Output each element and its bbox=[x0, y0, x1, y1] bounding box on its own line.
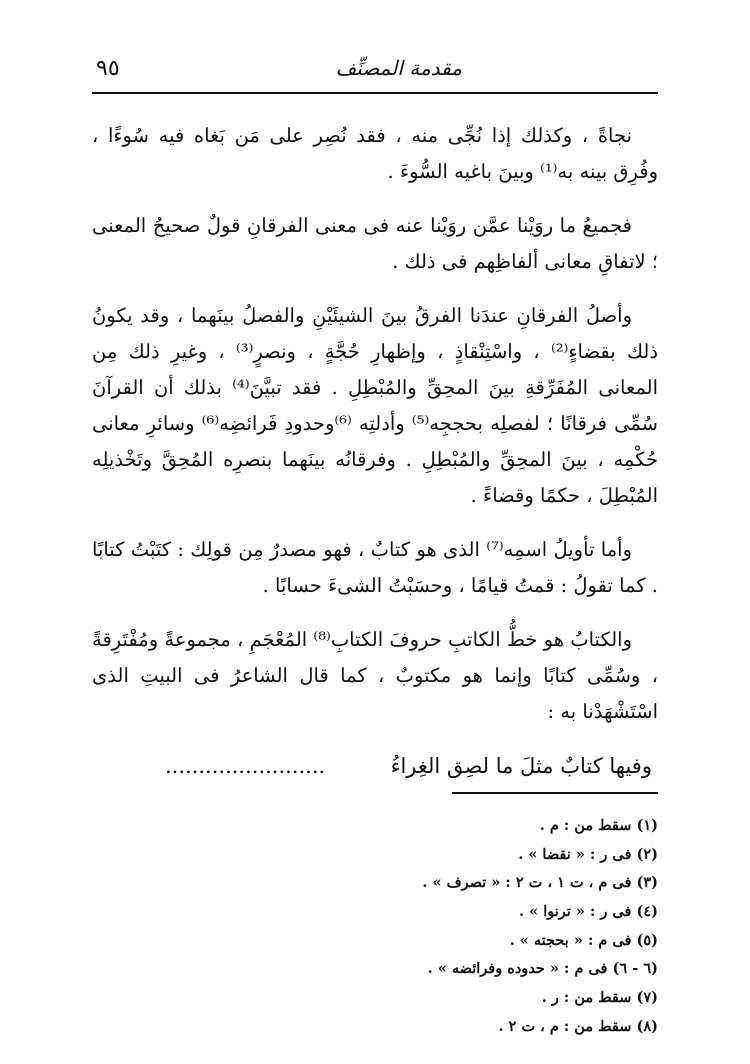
footnote-4: (٤) فى ر : « ترنوا » . bbox=[518, 903, 658, 921]
page-number: ٩٥ bbox=[96, 56, 120, 81]
paragraph-1: نجاةً ، وكذلك إذا نُجِّى منه ، فقد نُصِر على مَن بَغاه فيه سُوءًا ، وفُرِق بينه به⁽¹⁾ وبينَ باغيه السُّوءَ . bbox=[92, 124, 658, 183]
footnote-2: (٢) فى ر : « نقضا » . bbox=[518, 845, 658, 863]
paragraph-3: وأصلُ الفرقانِ عندَنا الفرقُ بينَ الشيئَيْنِ والفصلُ بينَهما ، وقد يكونُ ذلك بقضاءٍ⁽²⁾ ، واسْتِنْقاذٍ ، وإظهارِ حُجَّةٍ ، ونصرٍ⁽³⁾ ، وغيرِ ذلك مِن المعانى المُفَرِّقةِ بينَ المحِقِّ والمُبْطِلِ . فقد تبيَّنَ⁽⁴⁾ بذلك أن القرآنَ سُمِّى فرقانًا ؛ لفصلِه بحججِه⁽⁵⁾ وأدلتِه ⁽⁶⁾وحدودِ فَرائضِه⁽⁶⁾ وسائرِ معانى حُكْمِه ، بينَ المحِقِّ والمُبْطِلِ . وفرقانُه بينَهما بنصرِه المُحِقَّ وتَخْذيلِه المُبْطِلَ ، حكمًا وقضاءً . bbox=[92, 304, 659, 507]
footnote-7: (٧) سقط من : ر . bbox=[541, 989, 658, 1007]
header-divider bbox=[92, 92, 658, 94]
paragraph-2: فجميعُ ما روَيْنا عمَّن روَيْنا عنه فى معنى الفرقانِ قولٌ صحيحُ المعنى ؛ لاتفاقِ معانى ألفاظِهم فى ذلك . bbox=[92, 214, 658, 273]
footnotes bbox=[138, 812, 658, 1042]
footnote-1: (١) سقط من : م . bbox=[539, 817, 658, 834]
main-text bbox=[92, 118, 658, 784]
footnote-5: (٥) فى م : « بحجته » . bbox=[509, 931, 658, 949]
paragraph-5: والكتابُ هو خطُّ الكاتبِ حروفَ الكتابِ⁽⁸⁾ المُعْجَمِ ، مجموعةً ومُفْتَرِقةً ، وسُمِّى كتابًا وإنما هو مكتوبٌ ، كما قال الشاعرُ فى البيتِ الذى اسْتَشْهَدْنا به : bbox=[92, 628, 658, 723]
footnote-divider bbox=[452, 792, 658, 794]
paragraph-4: وأما تأويلُ اسمِه⁽⁷⁾ الذى هو كتابٌ ، فهو مصدرٌ مِن قولِك : كتَبْتُ كتابًا . كما تقولُ : قمتُ قيامًا ، وحسَبْتُ الشىءَ حسابًا . bbox=[92, 538, 658, 597]
footnote-8: (٨) سقط من : م ، ت ٢ . bbox=[498, 1017, 658, 1035]
verse-first-hemistich: وفيها كتابٌ مثلَ ما لصِق الغِراءُ bbox=[390, 754, 652, 778]
running-title: مقدمة المصنِّف bbox=[335, 56, 462, 80]
page-header bbox=[92, 52, 658, 84]
footnote-6: (٦ - ٦) فى م : « حدوده وفرائضه » . bbox=[427, 960, 658, 978]
verse-second-hemistich: ........................ bbox=[165, 754, 326, 778]
poetry-verse bbox=[92, 748, 658, 784]
footnote-3: (٣) فى م ، ت ١ ، ت ٢ : « تصرف » . bbox=[422, 874, 658, 892]
